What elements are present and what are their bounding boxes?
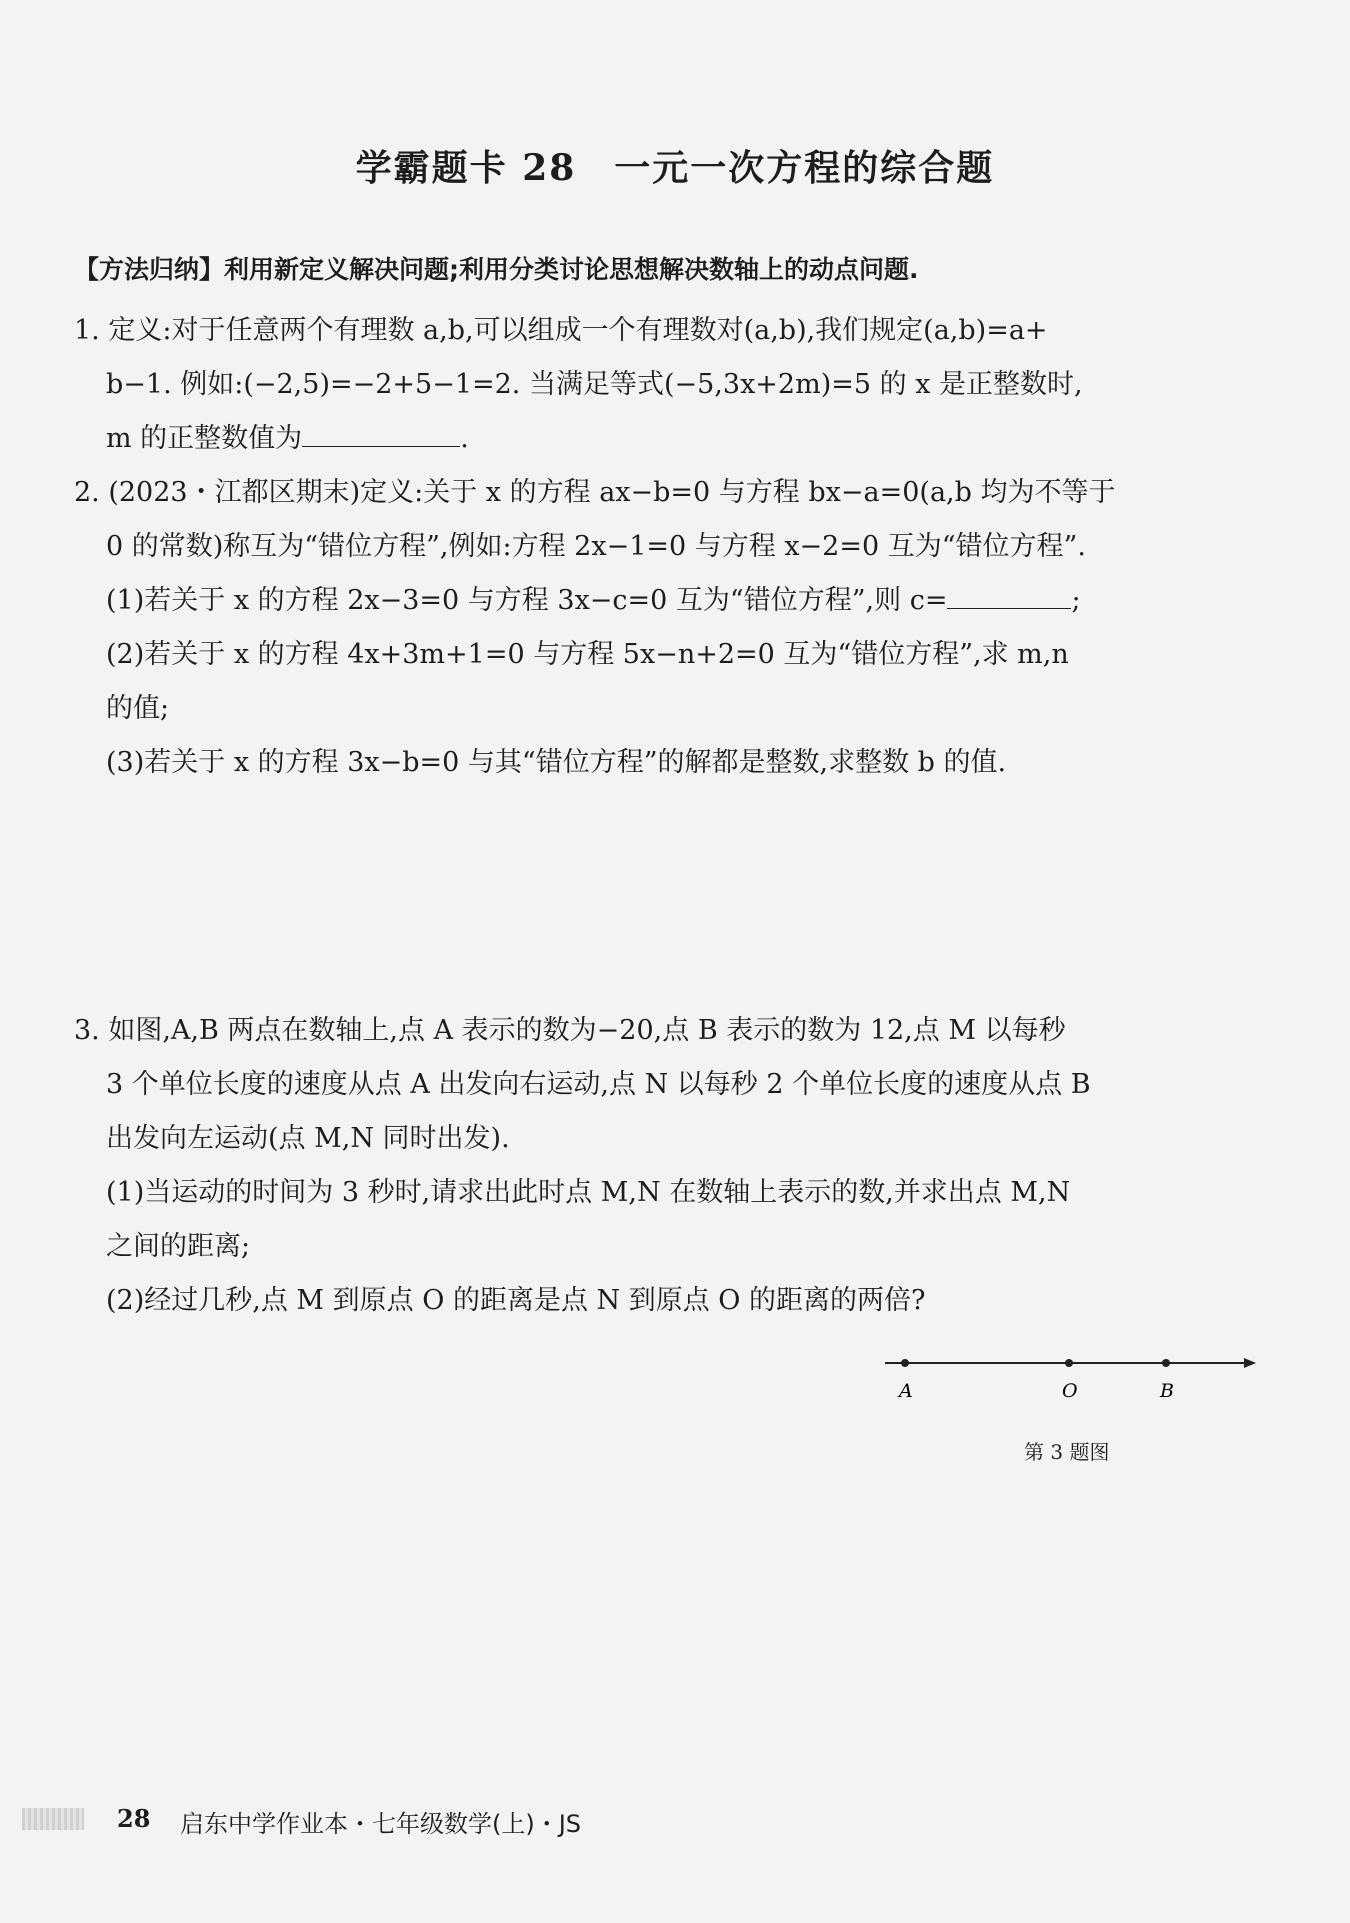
q2-part-1-text: (1)若关于 x 的方程 2x−3=0 与方程 3x−c=0 互为“错位方程”,则 c= (106, 585, 948, 616)
q3-line-3: 出发向左运动(点 M,N 同时出发). (106, 1123, 510, 1154)
q3-line-2: 3 个单位长度的速度从点 A 出发向右运动,点 N 以每秒 2 个单位长度的速度从点 B (106, 1069, 1091, 1100)
q1-line-3-text: m 的正整数值为 (106, 423, 303, 454)
number-line-figure (880, 1355, 1260, 1415)
q2-part-2-line-1: (2)若关于 x 的方程 4x+3m+1=0 与方程 5x−n+2=0 互为“错位方程”,求 m,n (106, 639, 1069, 670)
footer-decoration (22, 1808, 84, 1830)
q2-line-1: 2. (2023・江都区期末)定义:关于 x 的方程 ax−b=0 与方程 bx−a=0(a,b 均为不等于 (74, 477, 1116, 508)
q1-answer-blank[interactable] (302, 418, 460, 447)
point-a-dot (901, 1359, 909, 1367)
label-o: O (1062, 1380, 1078, 1402)
q2-part-2-line-2: 的值; (106, 693, 170, 724)
page-number: 28 (117, 1804, 151, 1833)
label-b: B (1160, 1380, 1174, 1402)
q3-line-1: 3. 如图,A,B 两点在数轴上,点 A 表示的数为−20,点 B 表示的数为 12,点 M 以每秒 (74, 1015, 1066, 1046)
q3-part-2: (2)经过几秒,点 M 到原点 O 的距离是点 N 到原点 O 的距离的两倍? (106, 1285, 926, 1316)
point-b-dot (1162, 1359, 1170, 1367)
q1-line-1: 1. 定义:对于任意两个有理数 a,b,可以组成一个有理数对(a,b),我们规定(a,b)=a+ (74, 315, 1048, 346)
figure-caption: 第 3 题图 (1024, 1440, 1110, 1464)
book-title: 启东中学作业本・七年级数学(上)・JS (180, 1810, 582, 1838)
method-summary: 【方法归纳】利用新定义解决问题;利用分类讨论思想解决数轴上的动点问题. (74, 255, 919, 284)
label-a: A (899, 1380, 913, 1402)
q1-line-2: b−1. 例如:(−2,5)=−2+5−1=2. 当满足等式(−5,3x+2m)=5 的 x 是正整数时, (106, 369, 1083, 400)
page-title: 学霸题卡 28 一元一次方程的综合题 (355, 147, 995, 189)
q1-line-3: m 的正整数值为 . (106, 416, 469, 455)
point-o-dot (1065, 1359, 1073, 1367)
q2-part-3: (3)若关于 x 的方程 3x−b=0 与其“错位方程”的解都是整数,求整数 b 的值. (106, 747, 1007, 778)
number-line-arrow (1244, 1358, 1256, 1368)
q2-answer-blank[interactable] (947, 580, 1071, 609)
q2-line-2: 0 的常数)称互为“错位方程”,例如:方程 2x−1=0 与方程 x−2=0 互为“错位方程”. (106, 531, 1086, 562)
q2-part-1: (1)若关于 x 的方程 2x−3=0 与方程 3x−c=0 互为“错位方程”,则 c= ; (106, 578, 1081, 617)
q3-part-1-line-2: 之间的距离; (106, 1231, 251, 1262)
q3-part-1-line-1: (1)当运动的时间为 3 秒时,请求出此时点 M,N 在数轴上表示的数,并求出点 M,N (106, 1177, 1071, 1208)
